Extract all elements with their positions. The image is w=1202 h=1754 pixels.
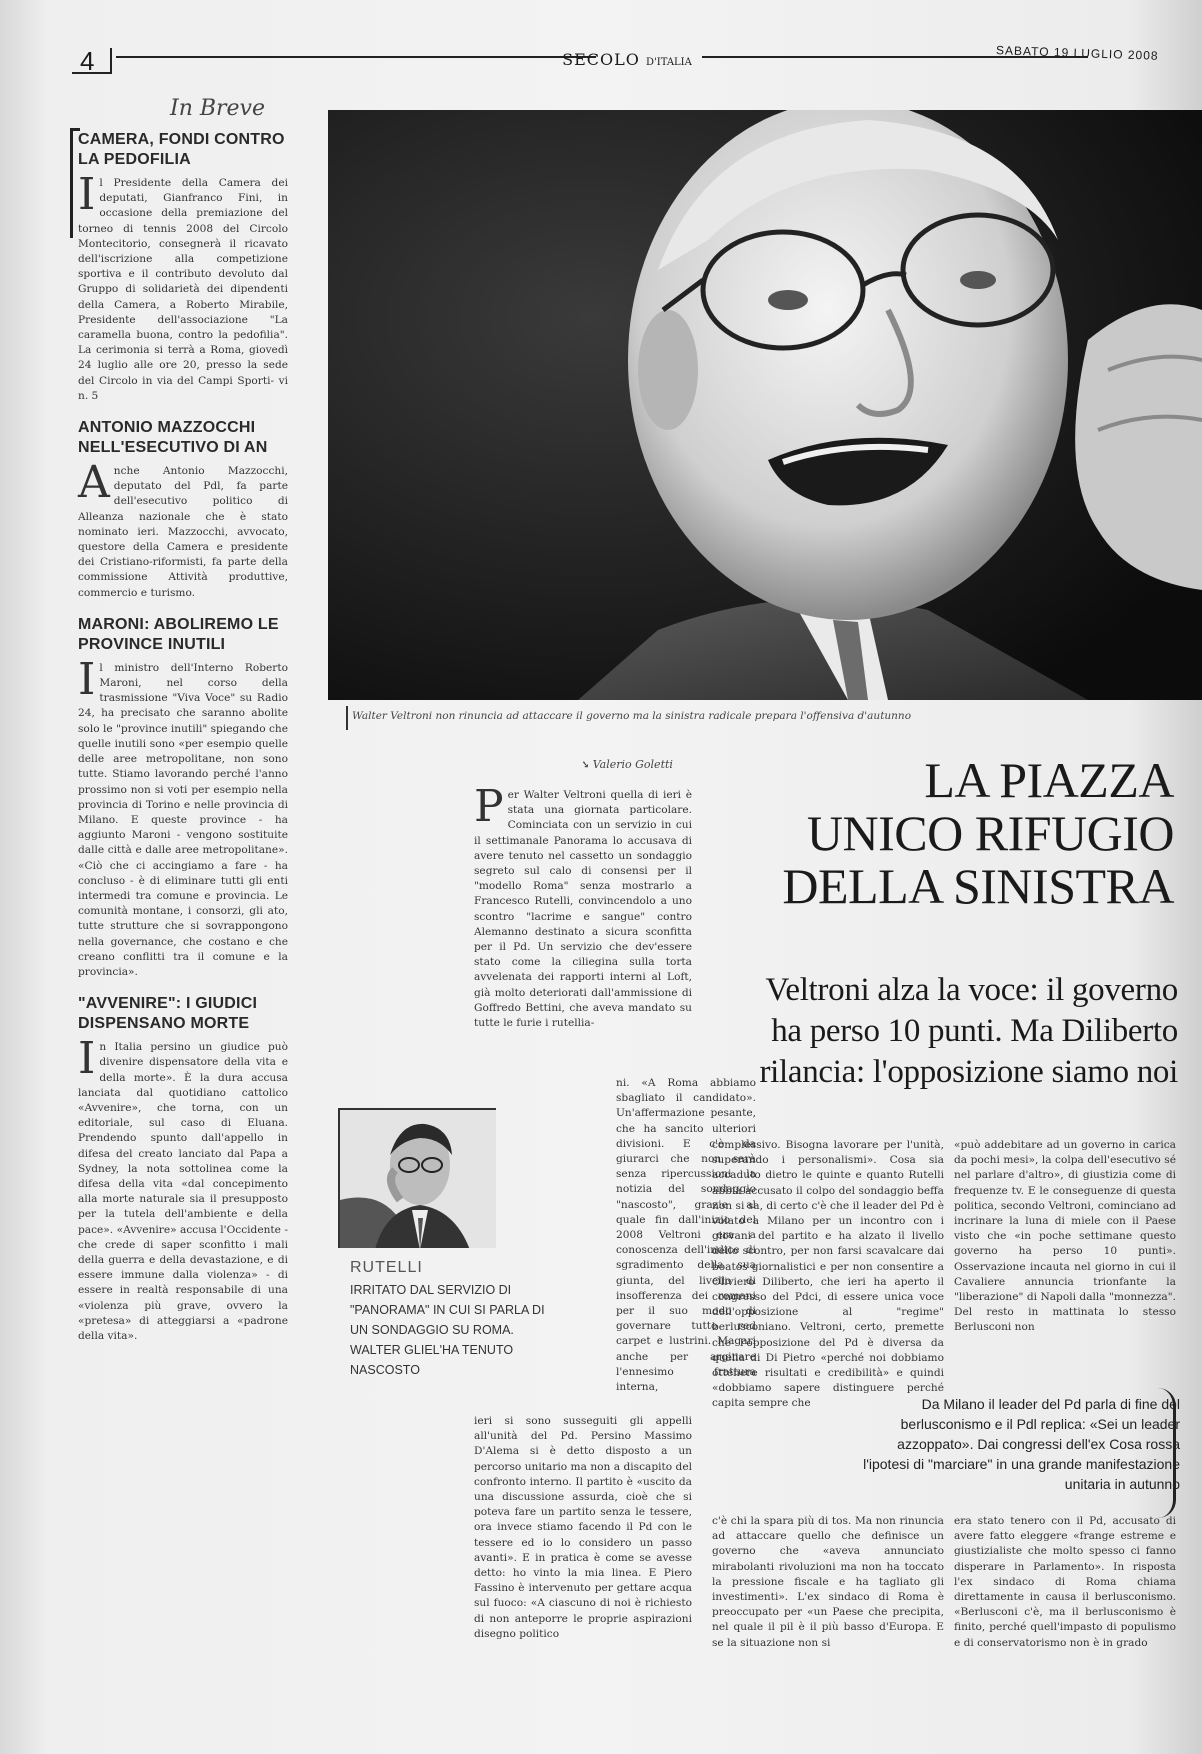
- inset-photo: [338, 1108, 496, 1248]
- inset-caption: [350, 1258, 550, 1380]
- newspaper-name: SECOLO: [562, 50, 640, 69]
- brief-text: [78, 1033, 288, 1344]
- brief-body: nche Antonio Mazzocchi, deputato del Pdl, fa parte dell'esecutivo politico di Alleanza nazionale che è stato nominato ieri. Mazzocchi, avvocato, questore della Camera e presidente dei Cristiano-riformisti, fa parte della commissione Attività produttive, commercio e turismo.: [78, 465, 288, 599]
- newspaper-suffix: D'ITALIA: [645, 57, 692, 68]
- article-text: «può addebitare ad un governo in carica da pochi mesi», la colpa dell'esecutivo sé nel parlare d'altro», di giustizia come di frequenze tv. E le conseguenze di questa politica, secondo Veltroni, cominciano ad incrinare la luna di miele con il Paese visto che «in poche settimane questo governo ha perso 10 punti». Osservazione incauta nel giorno in cui il Cavaliere annuncia trionfante la "liberazione" di Napoli dalla "monnezza". Del resto in mattinata lo stesso Berlusconi non: [954, 1139, 1176, 1334]
- issue-date: SABATO 19 LUGLIO 2008: [996, 43, 1160, 63]
- headline-line: UNICO RIFUGIO: [806, 805, 1174, 861]
- brief-body: l Presidente della Camera dei deputati, Gianfranco Fini, in occasione della premiazione del torneo di tennis 2008 del Circolo Montecitorio, consegnerà il ricavato dell'iscrizione alla competizione sportiva e il contributo devoluto dal Gruppo di solidarietà dei dipendenti della Camera, a Roberto Mirabile, Presidente dell'associazione "La caramella buona, contro la pedofilia". La cerimonia si terrà a Roma, giovedì 24 luglio alle ore 20, presso la sede del Circolo in via del Campi Sporti- vi n. 5: [78, 177, 288, 402]
- masthead: [552, 50, 702, 69]
- article-column-3: [954, 1138, 1176, 1336]
- brief-body: n Italia persino un giudice può divenire dispensatore della vita e della morte». È la dura accusa lanciata dal quotidiano cattolico «Avvenire», che torna, con un editoriale, sul caso di Eluana. Prendendo spunto dall'appello in difesa del creato lanciato dal Papa a Sydney, la nota sottolinea come la difesa della vita «dal concepimento alla morte naturale sia il presupposto per la tutela dell'ambiente e della pace». «Avvenire» accusa l'Occidente - che crede di saper sconfitto i mali della guerra e della devastazione, e di essere immune dalla violenza» - di essere in realtà responsabile di una «violenza più grave, ovvero la «pretesa» di atteggiarsi a «padrone della vita».: [78, 1041, 288, 1342]
- article-text: complessivo. Bisogna lavorare per l'unità, superando i personalismi». Cosa sia accaduto dietro le quinte e quanto Rutelli abbia accusato il colpo del sondaggio beffa non si sa, di certo c'è che il leader del Pd è volato a Milano per un incontro con i giovani del partito e ha alzato il livello dello scontro, per non farsi scavalcare dai boatos giornalistici e per non consentire a Oliviero Diliberto, che ieri ha aperto il congresso del Pdci, di essere unica voce dell'opposizione al "regime" berlusconiano. Veltroni, certo, premette che l'opposizione del Pd è diversa da quella di Di Pietro «perché noi dobbiamo ottenere risultati e credibilità» e quindi «dobbiamo sapere distinguere perché capita sempre che: [712, 1139, 944, 1410]
- article-text: ieri si sono susseguiti gli appelli all'unità del Pd. Persino Massimo D'Alema si è detto disposto a un percorso unitario ma non a discapito del confronto interno. Il partito è «uscito da una discussione assurda, cioè che si poteva fare un partito senza le tessere, ora invece stiamo facendo il Pd con le tessere ed io lo considero un passo avanti». E in pratica è come se avesse detto: ho vinto la mia linea. E Piero Fassino è intervenuto per gettare acqua sul fuoco: «A ciascuno di noi è richiesto di non anteporre le proprie aspirazioni disegno politico: [474, 1415, 692, 1640]
- article-column-3-end: [954, 1514, 1176, 1651]
- subhead-line: ha perso 10 punti. Ma Diliberto: [771, 1013, 1178, 1049]
- brief-bracket: [70, 128, 80, 238]
- dropcap: I: [78, 1033, 96, 1085]
- brief-body: l ministro dell'Interno Roberto Maroni, nel corso della trasmissione "Viva Voce" su Radio 24, ha precisato che saranno abolite solo le "province inutili" spiegando che quelle inutili sono «per esempio quelle delle aree metropolitane, non sono tutte. Stiamo lavorando perché l'anno prossimo non si voti per esempio nella provincia di Torino e nelle provincia di Milano. E queste province - ha aggiunto Maroni - vengono sostituite dalle città e dalle aree metropolitane». «Ciò che ci accingiamo a fare - ha concluso - è di eliminare tutti gli enti intermedi tra comune e provincia. Le comunità montane, i consorzi, gli ato, tutte strutture che si sovrappongono nella governance, che costano e che creano conflitti tra il comune e la provincia».: [78, 661, 288, 978]
- brief-text: [78, 457, 288, 601]
- dropcap: A: [78, 457, 110, 509]
- inset-name: RUTELLI: [350, 1259, 423, 1276]
- brief-item: [78, 418, 288, 601]
- article-text: ni. «A Roma abbiamo sbagliato il candidato». Un'affermazione pesante, che ha sancito ulteriori divisioni. E c'è da giurarci che non sarà senza ripercussioni la notizia del sondaggio "nascosto", grazie al quale fin dall'inizio del 2008 Veltroni era a conoscenza dell'indice di sgradimento della sua giunta, del livello di insofferenza dei romani per il suo modo di governare tutto red carpet e lustrini. Magari anche per arginare l'ennesimo frattura interna,: [616, 1077, 756, 1394]
- article-column-1: [474, 781, 692, 1031]
- headline: [700, 754, 1174, 913]
- byline-author: Valerio Goletti: [592, 758, 673, 771]
- brief-item: [78, 615, 288, 980]
- headline-line: DELLA SINISTRA: [782, 858, 1174, 914]
- article-column-1-end: [474, 1414, 692, 1642]
- brief-text: [78, 169, 288, 404]
- header-rule-left: [116, 56, 596, 58]
- subhead-line: Veltroni alza la voce: il governo: [765, 972, 1178, 1008]
- dropcap: I: [78, 169, 96, 220]
- page-header: [72, 43, 1167, 76]
- article-column-2: [712, 1138, 944, 1412]
- veltroni-portrait: [328, 110, 1202, 700]
- brief-title: CAMERA, FONDI CONTRO LA PEDOFILIA: [78, 131, 285, 168]
- brief-item: [78, 994, 288, 1344]
- brief-title: MARONI: ABOLIREMO LE PROVINCE INUTILI: [78, 615, 279, 653]
- inset-caption-text: IRRITATO DAL SERVIZIO DI "PANORAMA" IN CUI SI PARLA DI UN SONDAGGIO SU ROMA. WALTER GLIEL'HA TENUTO NASCOSTO: [350, 1283, 545, 1377]
- dropcap: I: [78, 653, 96, 705]
- subhead-line: rilancia: l'opposizione siamo noi: [759, 1054, 1178, 1090]
- brief-title: ANTONIO MAZZOCCHI NELL'ESECUTIVO DI AN: [78, 419, 268, 457]
- dropcap: P: [474, 781, 504, 832]
- page-number: 4: [80, 46, 95, 76]
- article-text: c'è chi la spara più di tos. Ma non rinuncia ad attaccare quello che definisce un governo che «aveva annunciato mirabolanti rivoluzioni ma non ha toccato la pressione fiscale e ha tagliato gli investimenti». L'ex sindaco di Roma è preoccupato per «un Paese che precipita, nel quale il pil è il più basso d'Europa. E se la situazione non si: [712, 1515, 944, 1649]
- article-column-2-end: [712, 1514, 944, 1651]
- subheadline: [700, 970, 1178, 1093]
- headline-line: LA PIAZZA: [924, 752, 1174, 808]
- article-text: er Walter Veltroni quella di ieri è stata una giornata particolare. Cominciata con un servizio in cui il settimanale Panorama lo accusava di avere tenuto nel cassetto un sondaggio segreto sul calo di consensi per il "modello Roma" senza mostrarlo a Francesco Rutelli, convincendolo a uno scontro "lacrime e sangue" contro Alemanno destinato a sicura sconfitta per il Pd. Un servizio che dev'essere stato come la ciliegina sulla torta avvelenata dei rapporti interni al Loft, già molto deteriorati dall'ammissione di Goffredo Bettini, che aveva mandato su tutte le furie i rutellia-: [474, 789, 692, 1030]
- brief-text: [78, 653, 288, 980]
- caption-marker: [346, 706, 348, 730]
- rutelli-portrait: [340, 1110, 496, 1248]
- section-label: In Breve: [170, 96, 266, 121]
- photo-caption: Walter Veltroni non rinuncia ad attaccare il governo ma la sinistra radicale prepara l'offensiva d'autunno: [352, 710, 912, 722]
- briefs-column: [78, 96, 288, 1358]
- main-photo: [328, 110, 1202, 700]
- brief-title: "AVVENIRE": I GIUDICI DISPENSANO MORTE: [78, 995, 258, 1033]
- byline: ➘ Valerio Goletti: [580, 758, 673, 771]
- brief-item: [78, 130, 288, 404]
- article-text: era stato tenero con il Pd, accusato di avere fatto eleggere «frange estreme e giustizialiste che molto spesso ci fanno disperare in Parlamento». In risposta l'ex sindaco di Roma chiama direttamente in causa il berlusconismo. «Berlusconi c'è, ma il berlusconismo è finito, perché quell'impasto di populismo e di conservatorismo non è in grado: [954, 1515, 1176, 1649]
- pullquote: Da Milano il leader del Pd parla di fine del berlusconismo e il Pdl replica: «Sei un leader azzoppato». Dai congressi dell'ex Cosa rossa l'ipotesi di "marciare" in una grande manifestazione unitaria in autunno: [863, 1396, 1180, 1492]
